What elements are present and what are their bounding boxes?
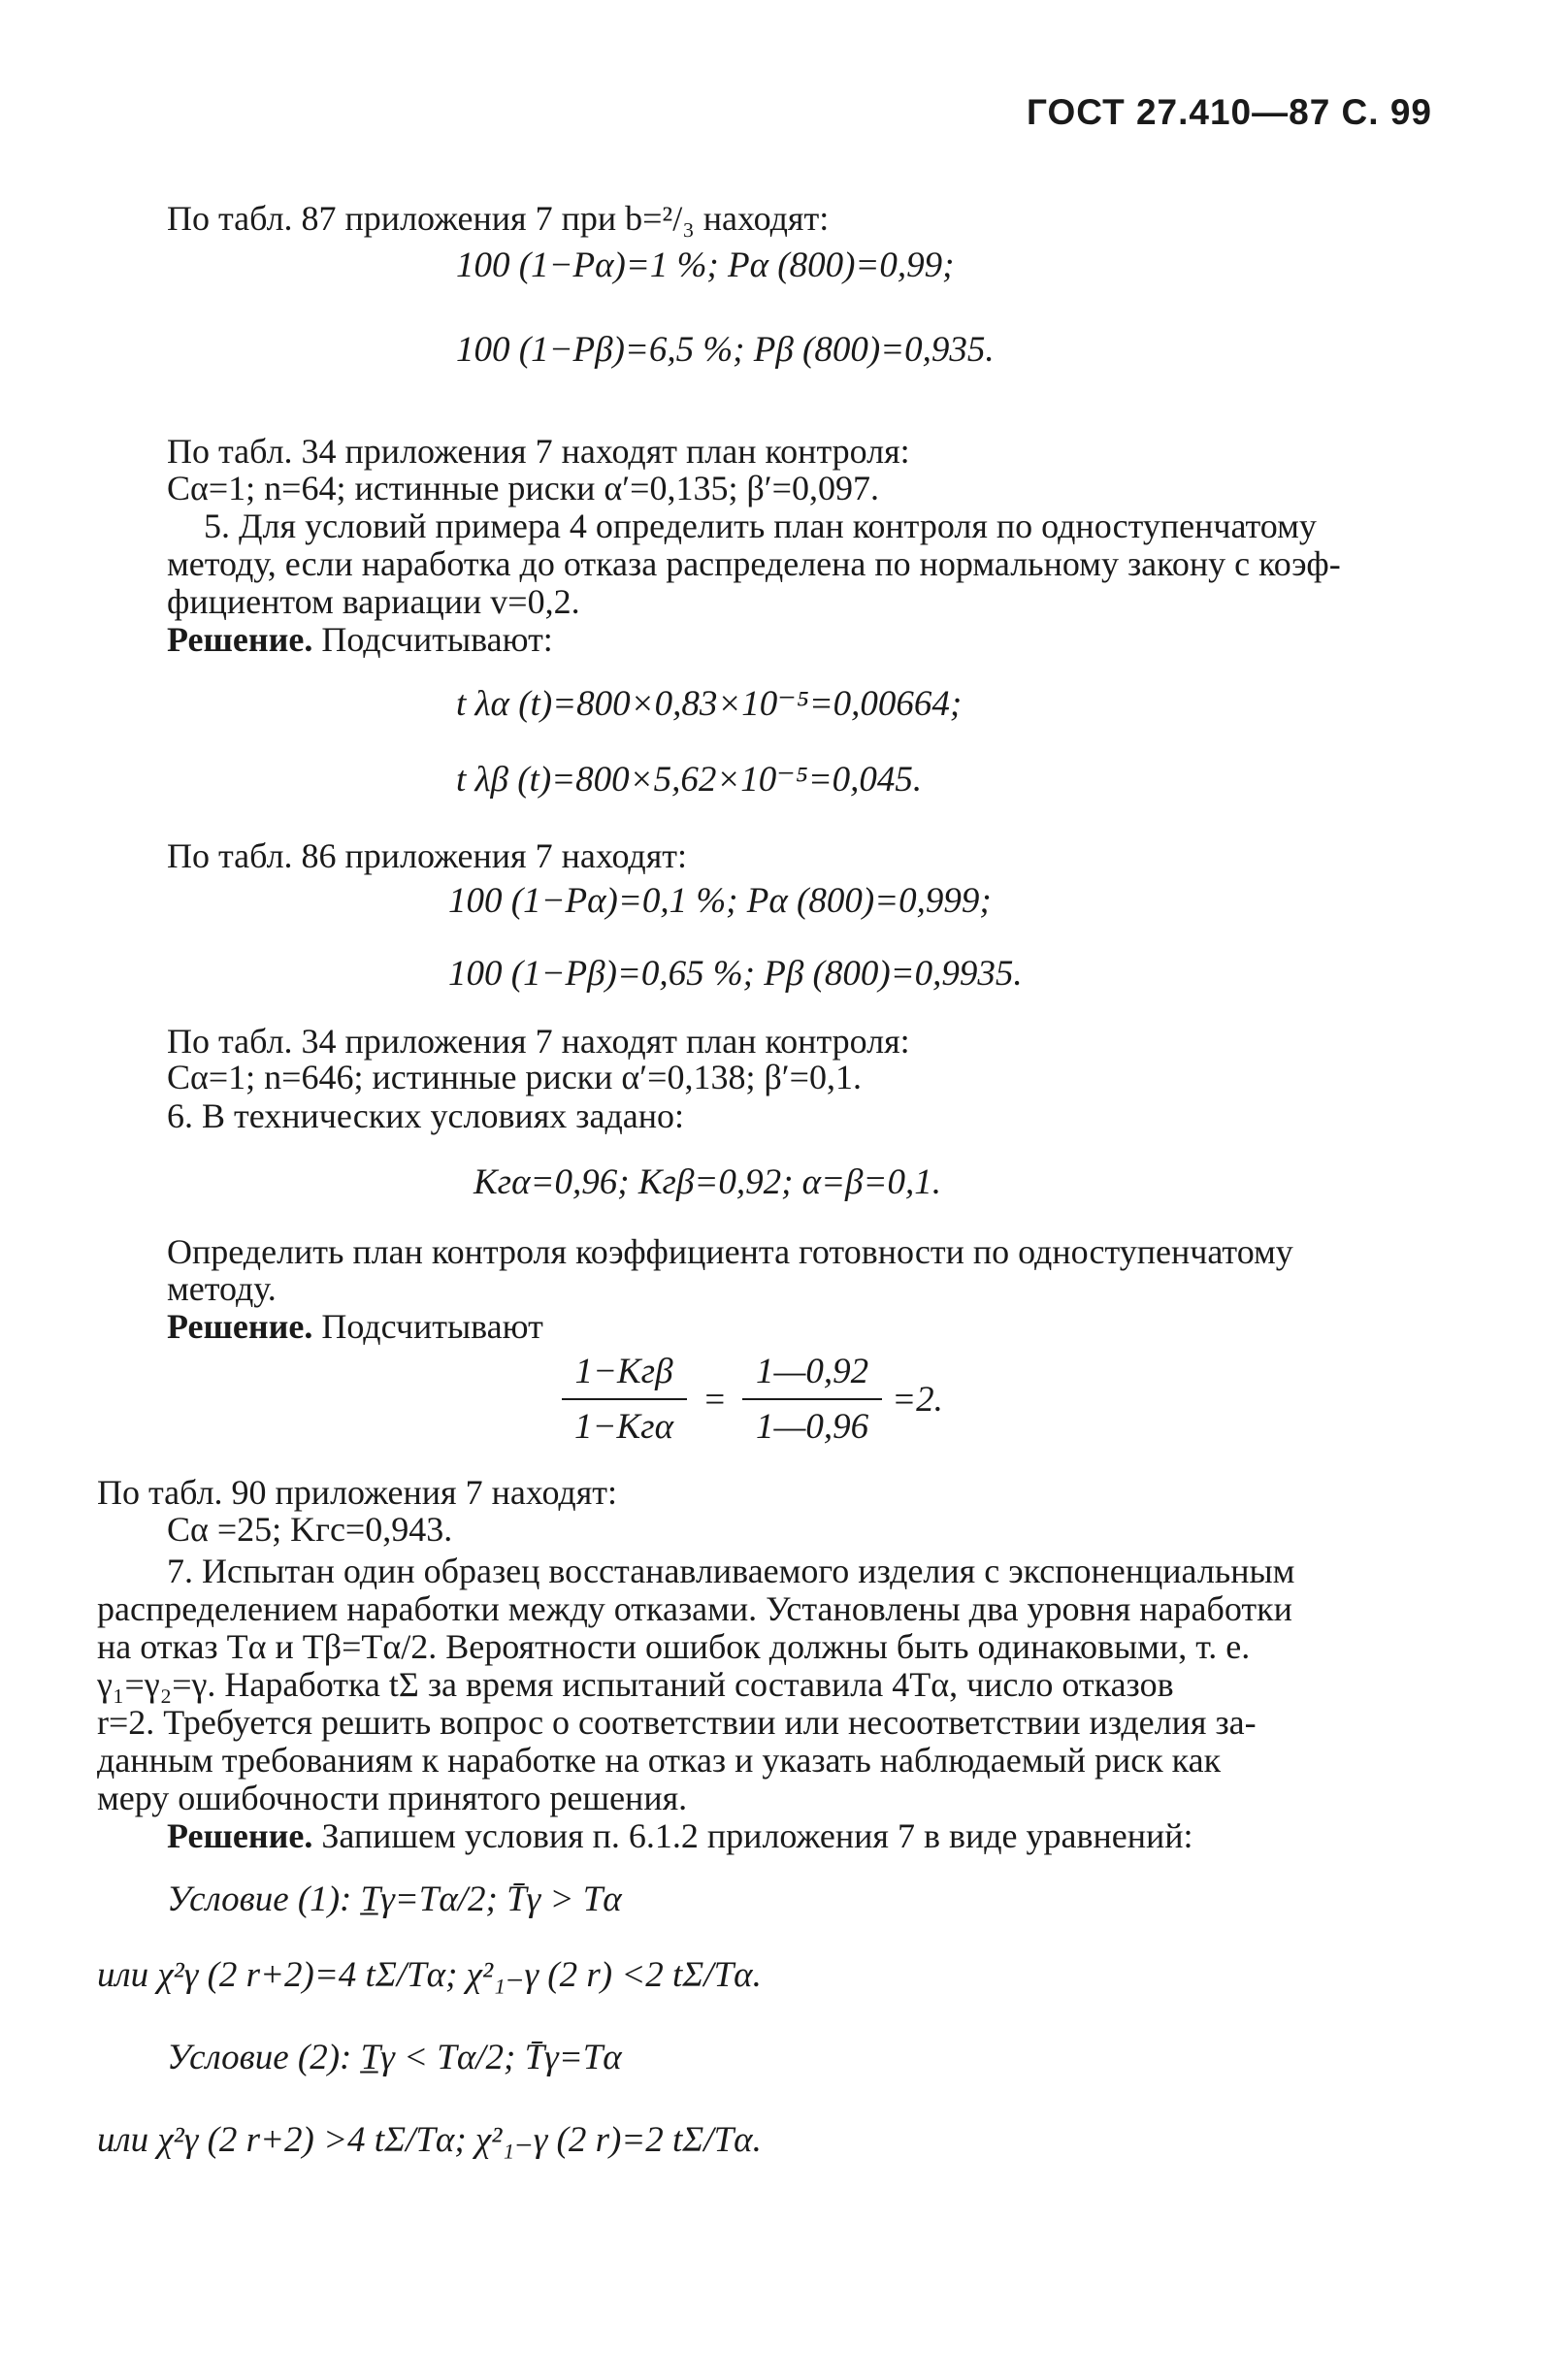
text-line: фициентом вариации v=0,2.: [167, 582, 580, 621]
text-line: данным требованиям к наработке на отказ и указать наблюдаемый риск как: [97, 1741, 1222, 1780]
text-line: [167, 1307, 543, 1346]
equals-sign: =: [702, 1379, 727, 1420]
ratio-formula: [551, 1351, 943, 1448]
text-line: методу.: [167, 1269, 277, 1308]
fraction-denominator: 1—0,96: [755, 1407, 869, 1447]
text-line: Cα=1; n=646; истинные риски α′=0,138; β′=0,1.: [167, 1058, 862, 1096]
text-line: r=2. Требуется решить вопрос о соответствии или несоответствии изделия за-: [97, 1703, 1257, 1742]
formula-line: t λβ (t)=800×5,62×10⁻⁵=0,045.: [456, 760, 923, 800]
text-line: меру ошибочности принятого решения.: [97, 1779, 688, 1817]
solution-text: Подсчитывают:: [321, 620, 553, 659]
fraction-denominator: 1−Kгα: [574, 1407, 674, 1447]
formula-line: или χ²γ (2 r+2) >4 tΣ/Tα; χ²₁₋γ (2 r)=2 tΣ/Tα.: [97, 2120, 762, 2160]
solution-text: Запишем условия п. 6.1.2 приложения 7 в виде уравнений:: [321, 1816, 1193, 1855]
formula-line: Kгα=0,96; Kгβ=0,92; α=β=0,1.: [474, 1162, 941, 1202]
text-line: По табл. 86 приложения 7 находят:: [167, 836, 688, 875]
formula-line: 100 (1−Pα)=1 %; Pα (800)=0,99;: [456, 245, 955, 285]
fraction-result: =2.: [892, 1379, 943, 1420]
fraction-numerator: 1−Kгβ: [562, 1351, 687, 1400]
solution-label: Решение.: [167, 1307, 313, 1346]
text-line: распределением наработки между отказами. Установлены два уровня наработки: [97, 1589, 1292, 1628]
text-line: на отказ Tα и Tβ=Tα/2. Вероятности ошибок должны быть одинаковыми, т. е.: [97, 1627, 1251, 1666]
fraction-numerator: 1—0,92: [742, 1351, 882, 1400]
formula-line: 100 (1−Pβ)=6,5 %; Pβ (800)=0,935.: [456, 330, 995, 370]
text-line: [167, 1816, 1193, 1855]
fraction-left: [561, 1351, 687, 1448]
formula-line: 100 (1−Pβ)=0,65 %; Pβ (800)=0,9935.: [448, 954, 1023, 994]
solution-label: Решение.: [167, 1816, 313, 1855]
text-line: 5. Для условий примера 4 определить план контроля по одноступенчатому: [204, 507, 1317, 545]
formula-line: t λα (t)=800×0,83×10⁻⁵=0,00664;: [456, 684, 963, 724]
text-line: Определить план контроля коэффициента готовности по одноступенчатому: [167, 1232, 1293, 1271]
text-line: По табл. 87 приложения 7 при b=²/₃ находят:: [167, 199, 830, 238]
text-line: По табл. 90 приложения 7 находят:: [97, 1473, 618, 1512]
formula-line: 100 (1−Pα)=0,1 %; Pα (800)=0,999;: [448, 881, 992, 921]
formula-line: Условие (1): T̲γ=Tα/2; T̄γ > Tα: [167, 1879, 622, 1919]
solution-label: Решение.: [167, 620, 313, 659]
text-line: 7. Испытан один образец восстанавливаемого изделия с экспоненциальным: [167, 1552, 1295, 1590]
formula-line: Условие (2): T̲γ < Tα/2; T̄γ=Tα: [167, 2038, 622, 2077]
text-line: Cα =25; Kгc=0,943.: [167, 1510, 453, 1549]
text-line: 6. В технических условиях задано:: [167, 1096, 685, 1135]
formula-line: или χ²γ (2 r+2)=4 tΣ/Tα; χ²₁₋γ (2 r) <2 tΣ/Tα.: [97, 1955, 762, 1995]
page-header: ГОСТ 27.410—87 С. 99: [1027, 92, 1432, 132]
fraction-right: [742, 1351, 882, 1448]
solution-text: Подсчитывают: [321, 1307, 543, 1346]
text-line: γ₁=γ₂=γ. Наработка tΣ за время испытаний составила 4Tα, число отказов: [97, 1665, 1174, 1704]
text-line: По табл. 34 приложения 7 находят план контроля:: [167, 432, 910, 471]
text-line: методу, если наработка до отказа распределена по нормальному закону с коэф-: [167, 544, 1341, 583]
text-line: [167, 620, 553, 659]
text-line: Cα=1; n=64; истинные риски α′=0,135; β′=0,097.: [167, 469, 879, 507]
text-line: По табл. 34 приложения 7 находят план контроля:: [167, 1022, 910, 1061]
